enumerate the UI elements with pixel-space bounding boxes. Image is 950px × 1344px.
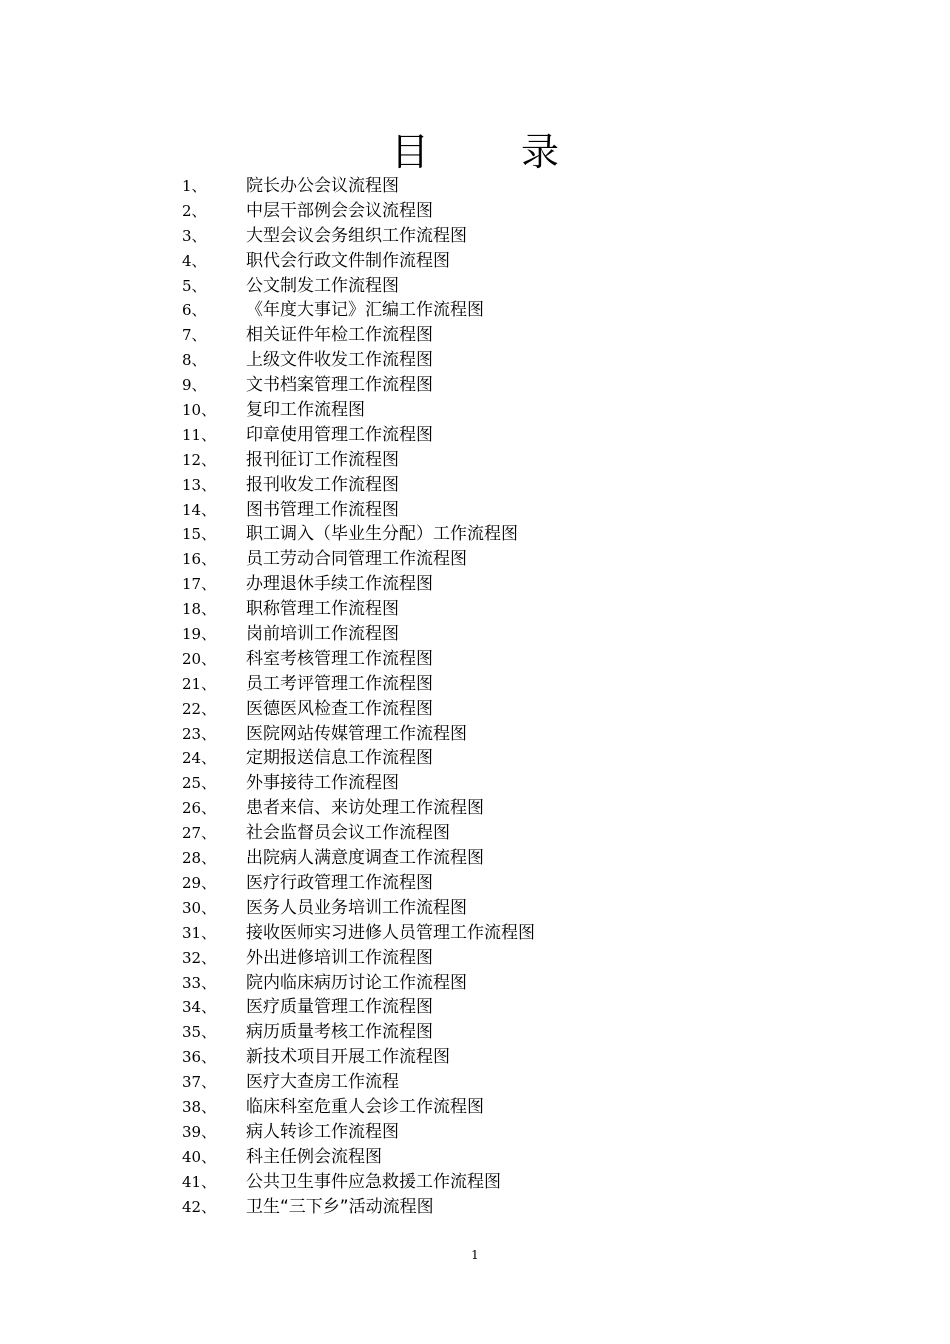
toc-entry — [182, 1020, 782, 1045]
toc-entry-number: 41、 — [182, 1172, 217, 1191]
toc-entry — [182, 1045, 782, 1070]
toc-entry-number: 39、 — [182, 1122, 217, 1141]
toc-entry-title: 复印工作流程图 — [246, 400, 365, 421]
toc-entry-number: 36、 — [182, 1048, 217, 1067]
toc-entry-title: 职工调入（毕业生分配）工作流程图 — [246, 524, 518, 545]
toc-entry-number: 2、 — [182, 201, 207, 220]
toc-entry-number: 3、 — [182, 226, 207, 245]
toc-entry-title: 病历质量考核工作流程图 — [246, 1022, 433, 1043]
toc-entry-title: 院内临床病历讨论工作流程图 — [246, 972, 467, 993]
toc-entry-number: 37、 — [182, 1073, 217, 1092]
toc-entry — [182, 199, 782, 224]
toc-entry — [182, 622, 782, 647]
toc-entry-number: 26、 — [182, 799, 217, 818]
toc-entry — [182, 448, 782, 473]
toc-entry-number: 17、 — [182, 575, 217, 594]
toc-entry — [182, 796, 782, 821]
toc-entry-title: 外事接待工作流程图 — [246, 773, 399, 794]
toc-entry-title: 医疗大查房工作流程 — [246, 1072, 399, 1093]
toc-entry — [182, 174, 782, 199]
toc-entry — [182, 697, 782, 722]
toc-entry-title: 中层干部例会会议流程图 — [246, 200, 433, 221]
toc-entry-number: 12、 — [182, 450, 217, 469]
toc-entry-title: 图书管理工作流程图 — [246, 499, 399, 520]
toc-entry — [182, 572, 782, 597]
toc-entry — [182, 398, 782, 423]
toc-entry — [182, 1170, 782, 1195]
toc-entry-title: 病人转诊工作流程图 — [246, 1121, 399, 1142]
toc-entry-number: 25、 — [182, 774, 217, 793]
toc-entry-title: 大型会议会务组织工作流程图 — [246, 225, 467, 246]
toc-entry-title: 医疗质量管理工作流程图 — [246, 997, 433, 1018]
toc-entry-title: 医院网站传媒管理工作流程图 — [246, 723, 467, 744]
toc-entry-number: 11、 — [182, 425, 217, 444]
toc-entry — [182, 871, 782, 896]
toc-entry-title: 员工劳动合同管理工作流程图 — [246, 549, 467, 570]
toc-entry — [182, 298, 782, 323]
toc-entry-number: 20、 — [182, 649, 217, 668]
toc-entry — [182, 274, 782, 299]
toc-entry — [182, 323, 782, 348]
toc-entry — [182, 896, 782, 921]
toc-entry-title: 外出进修培训工作流程图 — [246, 947, 433, 968]
toc-entry — [182, 1095, 782, 1120]
toc-entry — [182, 423, 782, 448]
toc-entry-number: 7、 — [182, 326, 207, 345]
toc-entry — [182, 1145, 782, 1170]
toc-entry-title: 公共卫生事件应急救援工作流程图 — [246, 1171, 501, 1192]
toc-entry-title: 科主任例会流程图 — [246, 1146, 382, 1167]
toc-entry-title: 接收医师实习进修人员管理工作流程图 — [246, 922, 535, 943]
toc-entry-title: 报刊收发工作流程图 — [246, 474, 399, 495]
toc-entry-title: 出院病人满意度调查工作流程图 — [246, 848, 484, 869]
toc-entry — [182, 373, 782, 398]
toc-entry-number: 19、 — [182, 625, 217, 644]
toc-entry — [182, 746, 782, 771]
toc-entry — [182, 249, 782, 274]
toc-entry-number: 35、 — [182, 1023, 217, 1042]
toc-entry-number: 30、 — [182, 898, 217, 917]
toc-entry-title: 职称管理工作流程图 — [246, 599, 399, 620]
toc-entry — [182, 348, 782, 373]
toc-entry — [182, 846, 782, 871]
toc-entry-number: 22、 — [182, 699, 217, 718]
toc-entry-title: 职代会行政文件制作流程图 — [246, 250, 450, 271]
toc-entry-number: 6、 — [182, 301, 207, 320]
toc-entry-number: 29、 — [182, 873, 217, 892]
toc-entry-number: 14、 — [182, 500, 217, 519]
page-number: 1 — [471, 1248, 479, 1262]
toc-entry-number: 4、 — [182, 251, 207, 270]
toc-entry — [182, 672, 782, 697]
toc-entry-number: 21、 — [182, 674, 217, 693]
toc-entry-title: 医疗行政管理工作流程图 — [246, 872, 433, 893]
toc-entry-title: 相关证件年检工作流程图 — [246, 325, 433, 346]
toc-entry-number: 33、 — [182, 973, 217, 992]
toc-entry-title: 公文制发工作流程图 — [246, 275, 399, 296]
toc-entry-number: 9、 — [182, 376, 207, 395]
toc-entry — [182, 921, 782, 946]
toc-entry — [182, 971, 782, 996]
toc-entry — [182, 722, 782, 747]
toc-entry-title: 上级文件收发工作流程图 — [246, 350, 433, 371]
toc-entry — [182, 995, 782, 1020]
table-of-contents — [182, 174, 782, 1219]
toc-entry — [182, 946, 782, 971]
toc-entry-title: 科室考核管理工作流程图 — [246, 648, 433, 669]
toc-entry-number: 42、 — [182, 1197, 217, 1216]
page-title — [0, 124, 950, 180]
toc-entry-title: 员工考评管理工作流程图 — [246, 673, 433, 694]
toc-entry-number: 15、 — [182, 525, 217, 544]
toc-entry — [182, 771, 782, 796]
toc-entry-title: 文书档案管理工作流程图 — [246, 375, 433, 396]
toc-entry — [182, 821, 782, 846]
toc-entry — [182, 547, 782, 572]
toc-entry-number: 27、 — [182, 824, 217, 843]
toc-entry-number: 24、 — [182, 749, 217, 768]
toc-entry — [182, 498, 782, 523]
toc-entry-title: 定期报送信息工作流程图 — [246, 748, 433, 769]
toc-entry — [182, 473, 782, 498]
toc-entry-title: 《年度大事记》汇编工作流程图 — [246, 300, 484, 321]
toc-entry — [182, 1120, 782, 1145]
toc-entry-number: 10、 — [182, 401, 217, 420]
page-title-part-1: 目 — [390, 130, 429, 174]
toc-entry-title: 报刊征订工作流程图 — [246, 449, 399, 470]
toc-entry-number: 13、 — [182, 475, 217, 494]
toc-entry-title: 医务人员业务培训工作流程图 — [246, 897, 467, 918]
toc-entry-number: 31、 — [182, 923, 217, 942]
toc-entry-number: 5、 — [182, 276, 207, 295]
toc-entry-title: 临床科室危重人会诊工作流程图 — [246, 1096, 484, 1117]
toc-entry-title: 办理退休手续工作流程图 — [246, 574, 433, 595]
toc-entry-number: 32、 — [182, 948, 217, 967]
page-title-part-2: 录 — [521, 130, 560, 174]
toc-entry — [182, 224, 782, 249]
toc-entry-title: 卫生“三下乡”活动流程图 — [246, 1196, 434, 1217]
toc-entry-number: 23、 — [182, 724, 217, 743]
toc-entry-number: 38、 — [182, 1097, 217, 1116]
toc-entry-title: 患者来信、来访处理工作流程图 — [246, 798, 484, 819]
toc-entry — [182, 1070, 782, 1095]
toc-entry-number: 1、 — [182, 177, 207, 195]
toc-entry — [182, 597, 782, 622]
toc-entry-number: 16、 — [182, 550, 217, 569]
toc-entry-number: 8、 — [182, 351, 207, 370]
toc-entry-title: 社会监督员会议工作流程图 — [246, 823, 450, 844]
toc-entry-title: 院长办公会议流程图 — [246, 176, 399, 196]
toc-entry-number: 18、 — [182, 600, 217, 619]
toc-entry — [182, 522, 782, 547]
toc-entry-title: 岗前培训工作流程图 — [246, 624, 399, 645]
toc-entry-title: 印章使用管理工作流程图 — [246, 424, 433, 445]
toc-entry-number: 34、 — [182, 998, 217, 1017]
toc-entry-title: 新技术项目开展工作流程图 — [246, 1047, 450, 1068]
toc-entry — [182, 647, 782, 672]
toc-entry — [182, 1195, 782, 1220]
toc-entry-number: 40、 — [182, 1147, 217, 1166]
toc-entry-title: 医德医风检查工作流程图 — [246, 698, 433, 719]
toc-entry-number: 28、 — [182, 849, 217, 868]
